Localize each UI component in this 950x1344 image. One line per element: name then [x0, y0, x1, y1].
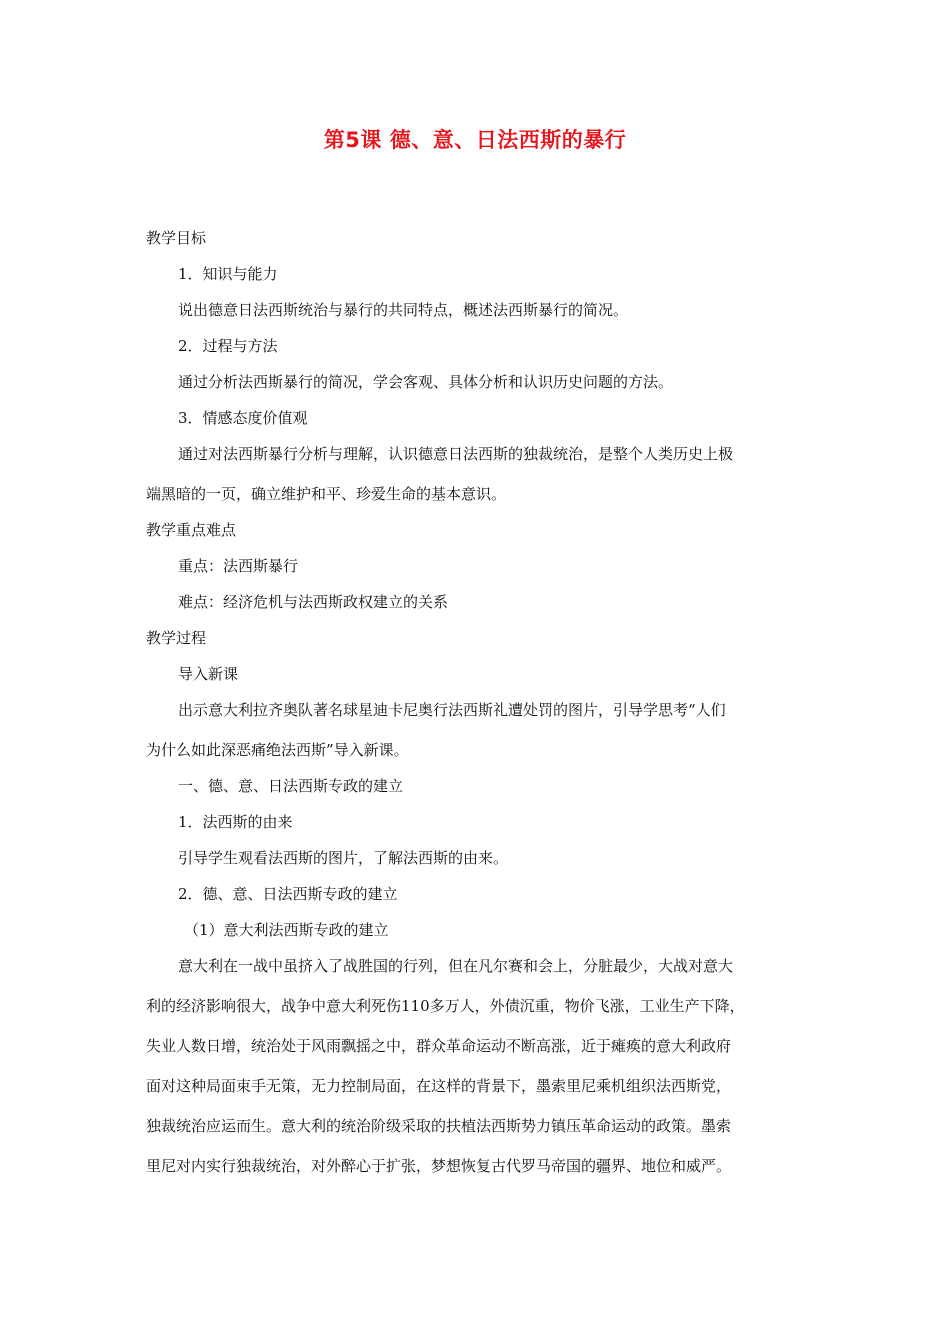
heading-teaching-process: 教学过程	[146, 629, 207, 647]
paragraph-line: 通过分析法西斯暴行的简况，学会客观、具体分析和认识历史问题的方法。	[178, 373, 674, 391]
difficult-point: 难点：经济危机与法西斯政权建立的关系	[178, 593, 449, 611]
document-title: 第5课 德、意、日法西斯的暴行	[323, 128, 627, 152]
paragraph-line: 出示意大利拉齐奥队著名球星迪卡尼奥行法西斯礼遭处罚的图片，引导学思考“人们	[178, 701, 726, 719]
paragraph-line: 失业人数日增，统治处于风雨飘摇之中，群众革命运动不断高涨，近于瘫痪的意大利政府	[146, 1037, 732, 1055]
subheading-italy: （1）意大利法西斯专政的建立	[184, 921, 389, 939]
heading-teaching-goals: 教学目标	[146, 229, 207, 247]
paragraph-line: 面对这种局面束手无策，无力控制局面，在这样的背景下，墨索里尼乘机组织法西斯党，	[146, 1077, 732, 1095]
subheading-intro: 导入新课	[178, 665, 239, 683]
paragraph-line: 利的经济影响很大，战争中意大利死伤110多万人，外债沉重，物价飞涨，工业生产下降，	[146, 997, 745, 1015]
paragraph-line: 意大利在一战中虽挤入了战胜国的行列，但在凡尔赛和会上，分脏最少，大战对意大	[178, 957, 734, 975]
paragraph-line: 说出德意日法西斯统治与暴行的共同特点，概述法西斯暴行的简况。	[178, 301, 629, 319]
heading-key-points: 教学重点难点	[146, 521, 237, 539]
key-point: 重点：法西斯暴行	[178, 557, 299, 575]
section-heading: 一、德、意、日法西斯专政的建立	[178, 777, 404, 795]
subheading-establishment: 2．德、意、日法西斯专政的建立	[178, 885, 398, 903]
paragraph-line: 引导学生观看法西斯的图片，了解法西斯的由来。	[178, 849, 509, 867]
paragraph-line: 里尼对内实行独裁统治，对外醉心于扩张，梦想恢复古代罗马帝国的疆界、地位和威严。	[146, 1157, 732, 1175]
paragraph-line: 通过对法西斯暴行分析与理解，认识德意日法西斯的独裁统治，是整个人类历史上极	[178, 445, 734, 463]
subheading-process: 2．过程与方法	[178, 337, 278, 355]
subheading-origin: 1．法西斯的由来	[178, 813, 293, 831]
paragraph-line: 为什么如此深恶痛绝法西斯”导入新课。	[146, 741, 409, 759]
subheading-values: 3．情感态度价值观	[178, 409, 308, 427]
paragraph-line: 端黑暗的一页，确立维护和平、珍爱生命的基本意识。	[146, 485, 507, 503]
subheading-knowledge: 1．知识与能力	[178, 265, 278, 283]
paragraph-line: 独裁统治应运而生。意大利的统治阶级采取的扶植法西斯势力镇压革命运动的政策。墨索	[146, 1117, 732, 1135]
